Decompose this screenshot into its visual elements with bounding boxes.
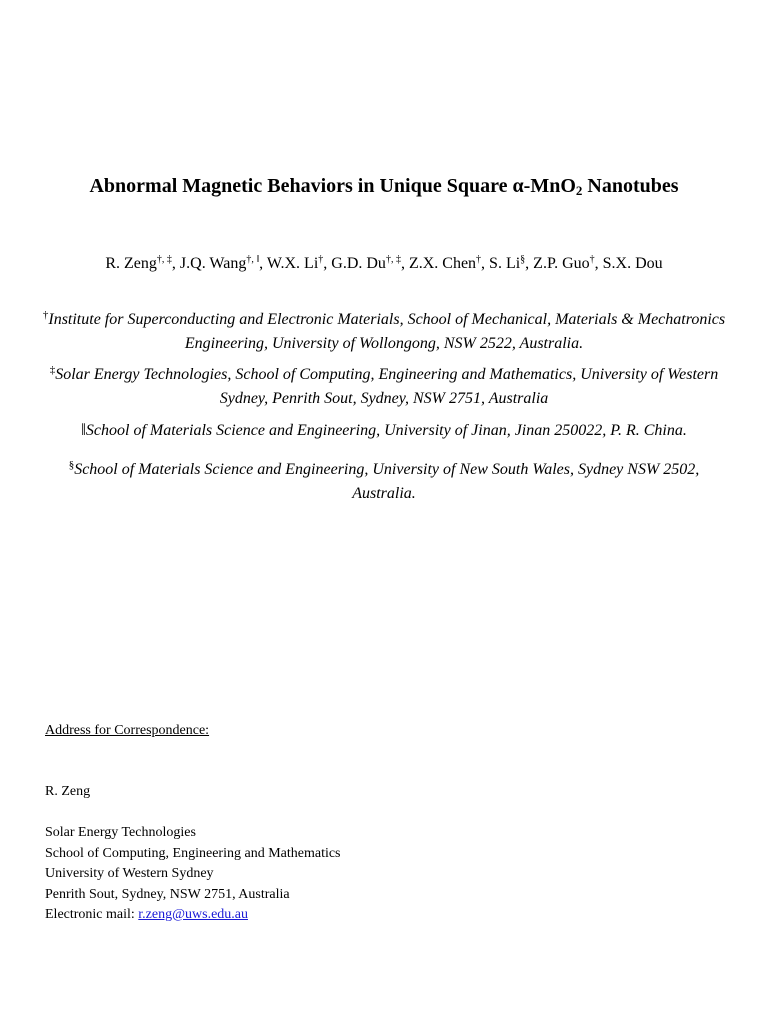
address-line: Solar Energy Technologies: [45, 825, 196, 840]
affiliation-3: [40, 419, 728, 443]
author: G.D. Du†, ‡,: [331, 254, 409, 272]
email-label: Electronic mail:: [45, 907, 139, 922]
author: W.X. Li†,: [266, 254, 332, 272]
author: Z.X. Chen†,: [408, 254, 490, 272]
address-line: Penrith Sout, Sydney, NSW 2751, Australia: [45, 886, 290, 902]
affiliation-mark: ‖: [81, 420, 86, 439]
affiliation-mark: §: [68, 459, 75, 471]
email-line: [45, 905, 341, 926]
author: R. Zeng†, ‡,: [105, 254, 180, 272]
author: J.Q. Wang†, ‖,: [179, 254, 267, 272]
author: S. Li§,: [489, 254, 534, 272]
author-list: [0, 253, 768, 275]
affiliation-mark: †: [42, 309, 49, 321]
affiliation-text: Solar Energy Technologies, School of Computing, Engineering and Mathematics, University of Western Sydney, Penrith Sout, Sydney, NSW 2751, Australia: [55, 366, 719, 407]
correspondence-address: [45, 823, 341, 926]
affiliation-text: School of Materials Science and Engineering, University of Jinan, Jinan 250022, P. R. China.: [85, 422, 687, 439]
address-line: School of Computing, Engineering and Mathematics: [45, 845, 341, 861]
correspondence-heading: Address for Correspondence:: [45, 723, 210, 738]
author: Z.P. Guo†,: [533, 254, 603, 272]
address-line: University of Western Sydney: [45, 866, 214, 881]
affiliation-text: School of Materials Science and Engineering, University of New South Wales, Sydney NSW 2502, Australia.: [74, 461, 700, 502]
affiliation-4: [40, 458, 728, 506]
affiliation-1: [40, 308, 728, 356]
paper-title: Abnormal Magnetic Behaviors in Unique Square α-MnO$_2$ Nanotubes: [89, 175, 679, 198]
affiliation-text: Institute for Superconducting and Electronic Materials, School of Mechanical, Materials & Mechatronics Engineering, University of Wollongong, NSW 2522, Australia.: [48, 311, 726, 352]
author: S.X. Dou: [602, 255, 663, 272]
correspondence-name: R. Zeng: [45, 784, 91, 799]
affiliation-2: [40, 363, 728, 411]
email-link[interactable]: r.zeng@uws.edu.au: [138, 907, 248, 922]
affiliation-mark: ‡: [49, 364, 56, 376]
